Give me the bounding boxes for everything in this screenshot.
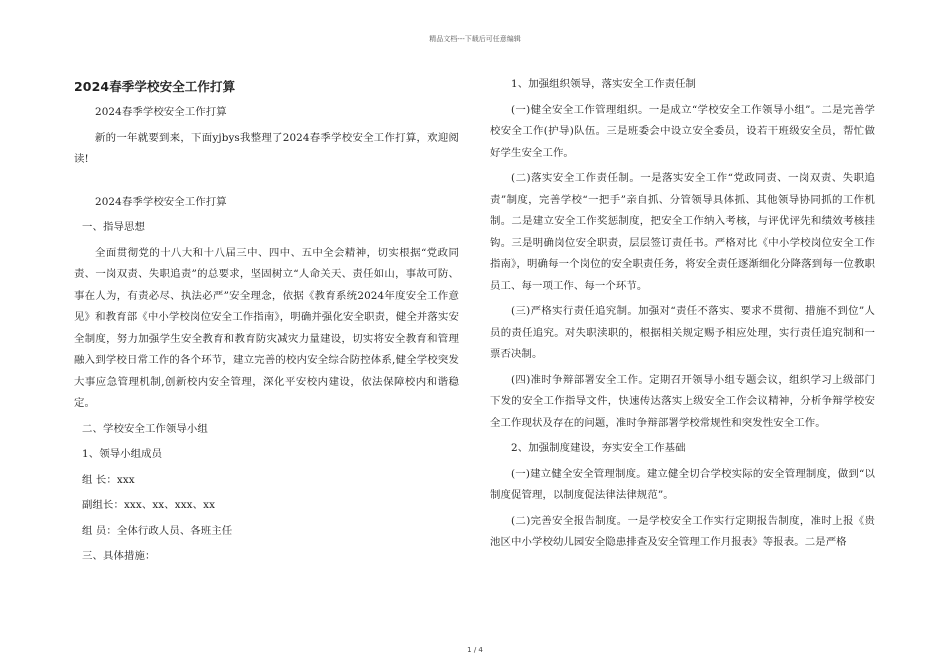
section-heading: 一、指导思想 <box>82 221 145 233</box>
section-heading: 2、加强制度建设，夯实安全工作基础 <box>511 442 686 454</box>
paragraph: (一)健全安全工作管理组织。一是成立“学校安全工作领导小组”。二是完善学校安全工作(护导)队伍。三是班委会中设立安全委员，设若干班级安全员，帮忙做好学生安全工作。 <box>490 103 875 159</box>
left-column <box>74 74 459 572</box>
paragraph: 组 员：全体行政人员、各班主任 <box>82 524 233 537</box>
paragraph: (四)准时争辩部署安全工作。定期召开领导小组专题会议，组织学习上级部门下发的安全工作指导文件，快速传达落实上级安全工作会议精神，分析争辩学校安全工作现状及存在的问题，准时争辩部署学校常规性和突发性安全工作。 <box>490 373 875 429</box>
paragraph: 1、领导小组成员 <box>82 448 163 460</box>
right-column <box>490 74 875 558</box>
section-heading: 1、加强组织领导，落实安全工作责任制 <box>511 78 697 90</box>
page-header: 精品文档---下载后可任意编辑 <box>429 35 521 43</box>
paragraph: 副组长：xxx、xx、xxx、xx <box>82 499 216 511</box>
paragraph: 新的一年就要到来，下面yjbys我整理了2024春季学校安全工作打算，欢迎阅读! <box>74 131 459 165</box>
paragraph: 组 长：xxx <box>82 473 135 486</box>
document-title: 2024春季学校安全工作打算 <box>74 79 236 94</box>
page-number: 1 / 4 <box>467 646 483 654</box>
section-heading: 三、具体措施： <box>82 550 156 562</box>
paragraph: 2024春季学校安全工作打算 <box>95 106 227 118</box>
paragraph: 2024春季学校安全工作打算 <box>95 195 227 208</box>
paragraph: 全面贯彻党的十八大和十八届三中、四中、五中全会精神，切实根据“党政同责、一岗双责、失职追责”的总要求，坚固树立“人命关天、责任如山，事故可防、事在人为，有责必尽、执法必严”安全理念，依据《教育系统2024年度安全工作意见》和教育部《中小学校岗位安全工作指南》，明确并强化安全职责，健全并落实安全制度，努力加强学生安全教育和教育防灾减灾力量建设，切实将安全教育和管理融入到学校日常工作的各个环节，建立完善的校内安全综合防控体系,健全学校突发大事应急管理机制,创新校内安全管理，深化平安校内建设，依法保障校内和谐稳定。 <box>74 246 459 409</box>
paragraph: (一)建立健全安全管理制度。建立健全切合学校实际的安全管理制度，做到“以制度促管理，以制度促法律法律规范”。 <box>490 467 875 501</box>
paragraph: (二)完善安全报告制度。一是学校安全工作实行定期报告制度，准时上报《贵池区中小学校幼儿园安全隐患排查及安全管理工作月报表》等报表。二是严格 <box>490 514 875 548</box>
paragraph: (三)严格实行责任追究制。加强对“责任不落实、要求不贯彻、措施不到位”人员的责任追究。对失职渎职的，根据相关规定赐予相应处理，实行责任追究制和一票否决制。 <box>490 305 875 360</box>
section-heading: 二、学校安全工作领导小组 <box>82 422 208 435</box>
paragraph: (二)落实安全工作责任制。一是落实安全工作“党政同责、一岗双责、失职追责”制度，完善学校“一把手”亲自抓、分管领导具体抓、其他领导协同抓的工作机制。二是建立安全工作奖惩制度，把安全工作纳入考核，与评优评先和绩效考核挂钩。三是明确岗位安全职责，层层签订责任书。严格对比《中小学校岗位安全工作指南》，明确每一个岗位的安全职责任务，将安全责任逐渐细化分降落到每一位教职员工、每一项工作、每一个环节。 <box>490 172 875 292</box>
